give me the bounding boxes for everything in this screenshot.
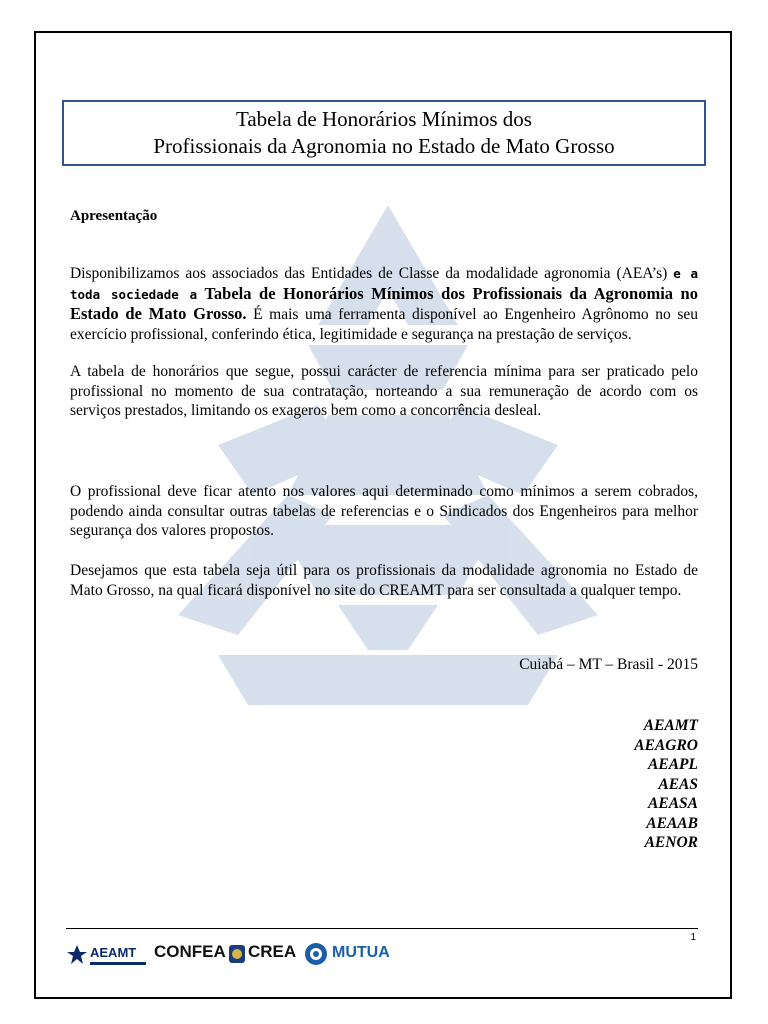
crea-logo: [228, 942, 302, 974]
signatory: AEAPL: [648, 756, 698, 773]
crea-logo-text: CREA: [248, 942, 297, 961]
section-heading: Apresentação: [70, 208, 158, 224]
signatory: AEAGRO: [634, 736, 698, 754]
signatory: AEAS: [658, 775, 698, 793]
mutua-logo: [304, 942, 394, 974]
crea-emblem-icon: [228, 944, 246, 964]
aeamt-logo: [66, 942, 150, 974]
paragraph-1-part-2: e a toda sociedade a: [70, 266, 698, 302]
paragraph-3: O profissional deve ficar atento nos valores aqui determinado como mínimos a serem cobrados, podendo ainda consultar outras tabelas de referencias e o Sindicados dos Engenheiros para melhor segurança dos valores propostos.: [70, 483, 698, 539]
footer-logos: [66, 942, 394, 974]
title-line-2: Profissionais da Agronomia no Estado de Mato Grosso: [153, 134, 615, 158]
aeamt-emblem-icon: [66, 944, 88, 966]
aeamt-logo-text: AEAMT: [90, 945, 137, 960]
paragraph-1-part-1: Disponibilizamos aos associados das Entidades de Classe da modalidade agronomia (AEA’s): [70, 265, 674, 282]
place-date: Cuiabá – MT – Brasil - 2015: [519, 656, 698, 673]
paragraph-2: A tabela de honorários que segue, possui carácter de referencia mínima para ser praticado pelo profissional no momento de sua contratação, norteando a sua remuneração de acordo com os serviços prestados, limitando os exageros bem como a concorrência desleal.: [70, 363, 698, 419]
footer-divider: [66, 928, 698, 929]
signatory: AEASA: [648, 795, 698, 812]
title-box: [62, 100, 706, 166]
signatory: AEAMT: [643, 717, 698, 734]
paragraph-4: Desejamos que esta tabela seja útil para os profissionais da modalidade agronomia no Estado de Mato Grosso, na qual ficará disponível no site do CREAMT para ser consultada a qualquer tempo.: [70, 562, 698, 599]
confea-logo-text: CONFEA: [154, 942, 226, 961]
paragraph-1-part-3: Tabela de Honorários Mínimos dos Profissionais da Agronomia no Estado de Mato Grosso.: [70, 283, 698, 323]
signatories-list: [634, 716, 698, 853]
mutua-emblem-icon: [304, 942, 328, 966]
page-number: 1: [690, 932, 696, 943]
aeamt-logo-bar: [90, 962, 146, 965]
title-line-1: Tabela de Honorários Mínimos dos: [236, 107, 532, 131]
paragraph-1: [70, 264, 698, 344]
paragraph-1-part-4: É mais uma ferramenta disponível ao Engenheiro Agrônomo no seu exercício profissional, conferindo ética, legitimidade e segurança na prestação de serviços.: [70, 306, 698, 343]
mutua-logo-text: MUTUA: [332, 944, 390, 961]
confea-logo: [154, 942, 226, 974]
signatory: AEAAB: [646, 814, 698, 832]
signatory: AENOR: [644, 834, 698, 851]
